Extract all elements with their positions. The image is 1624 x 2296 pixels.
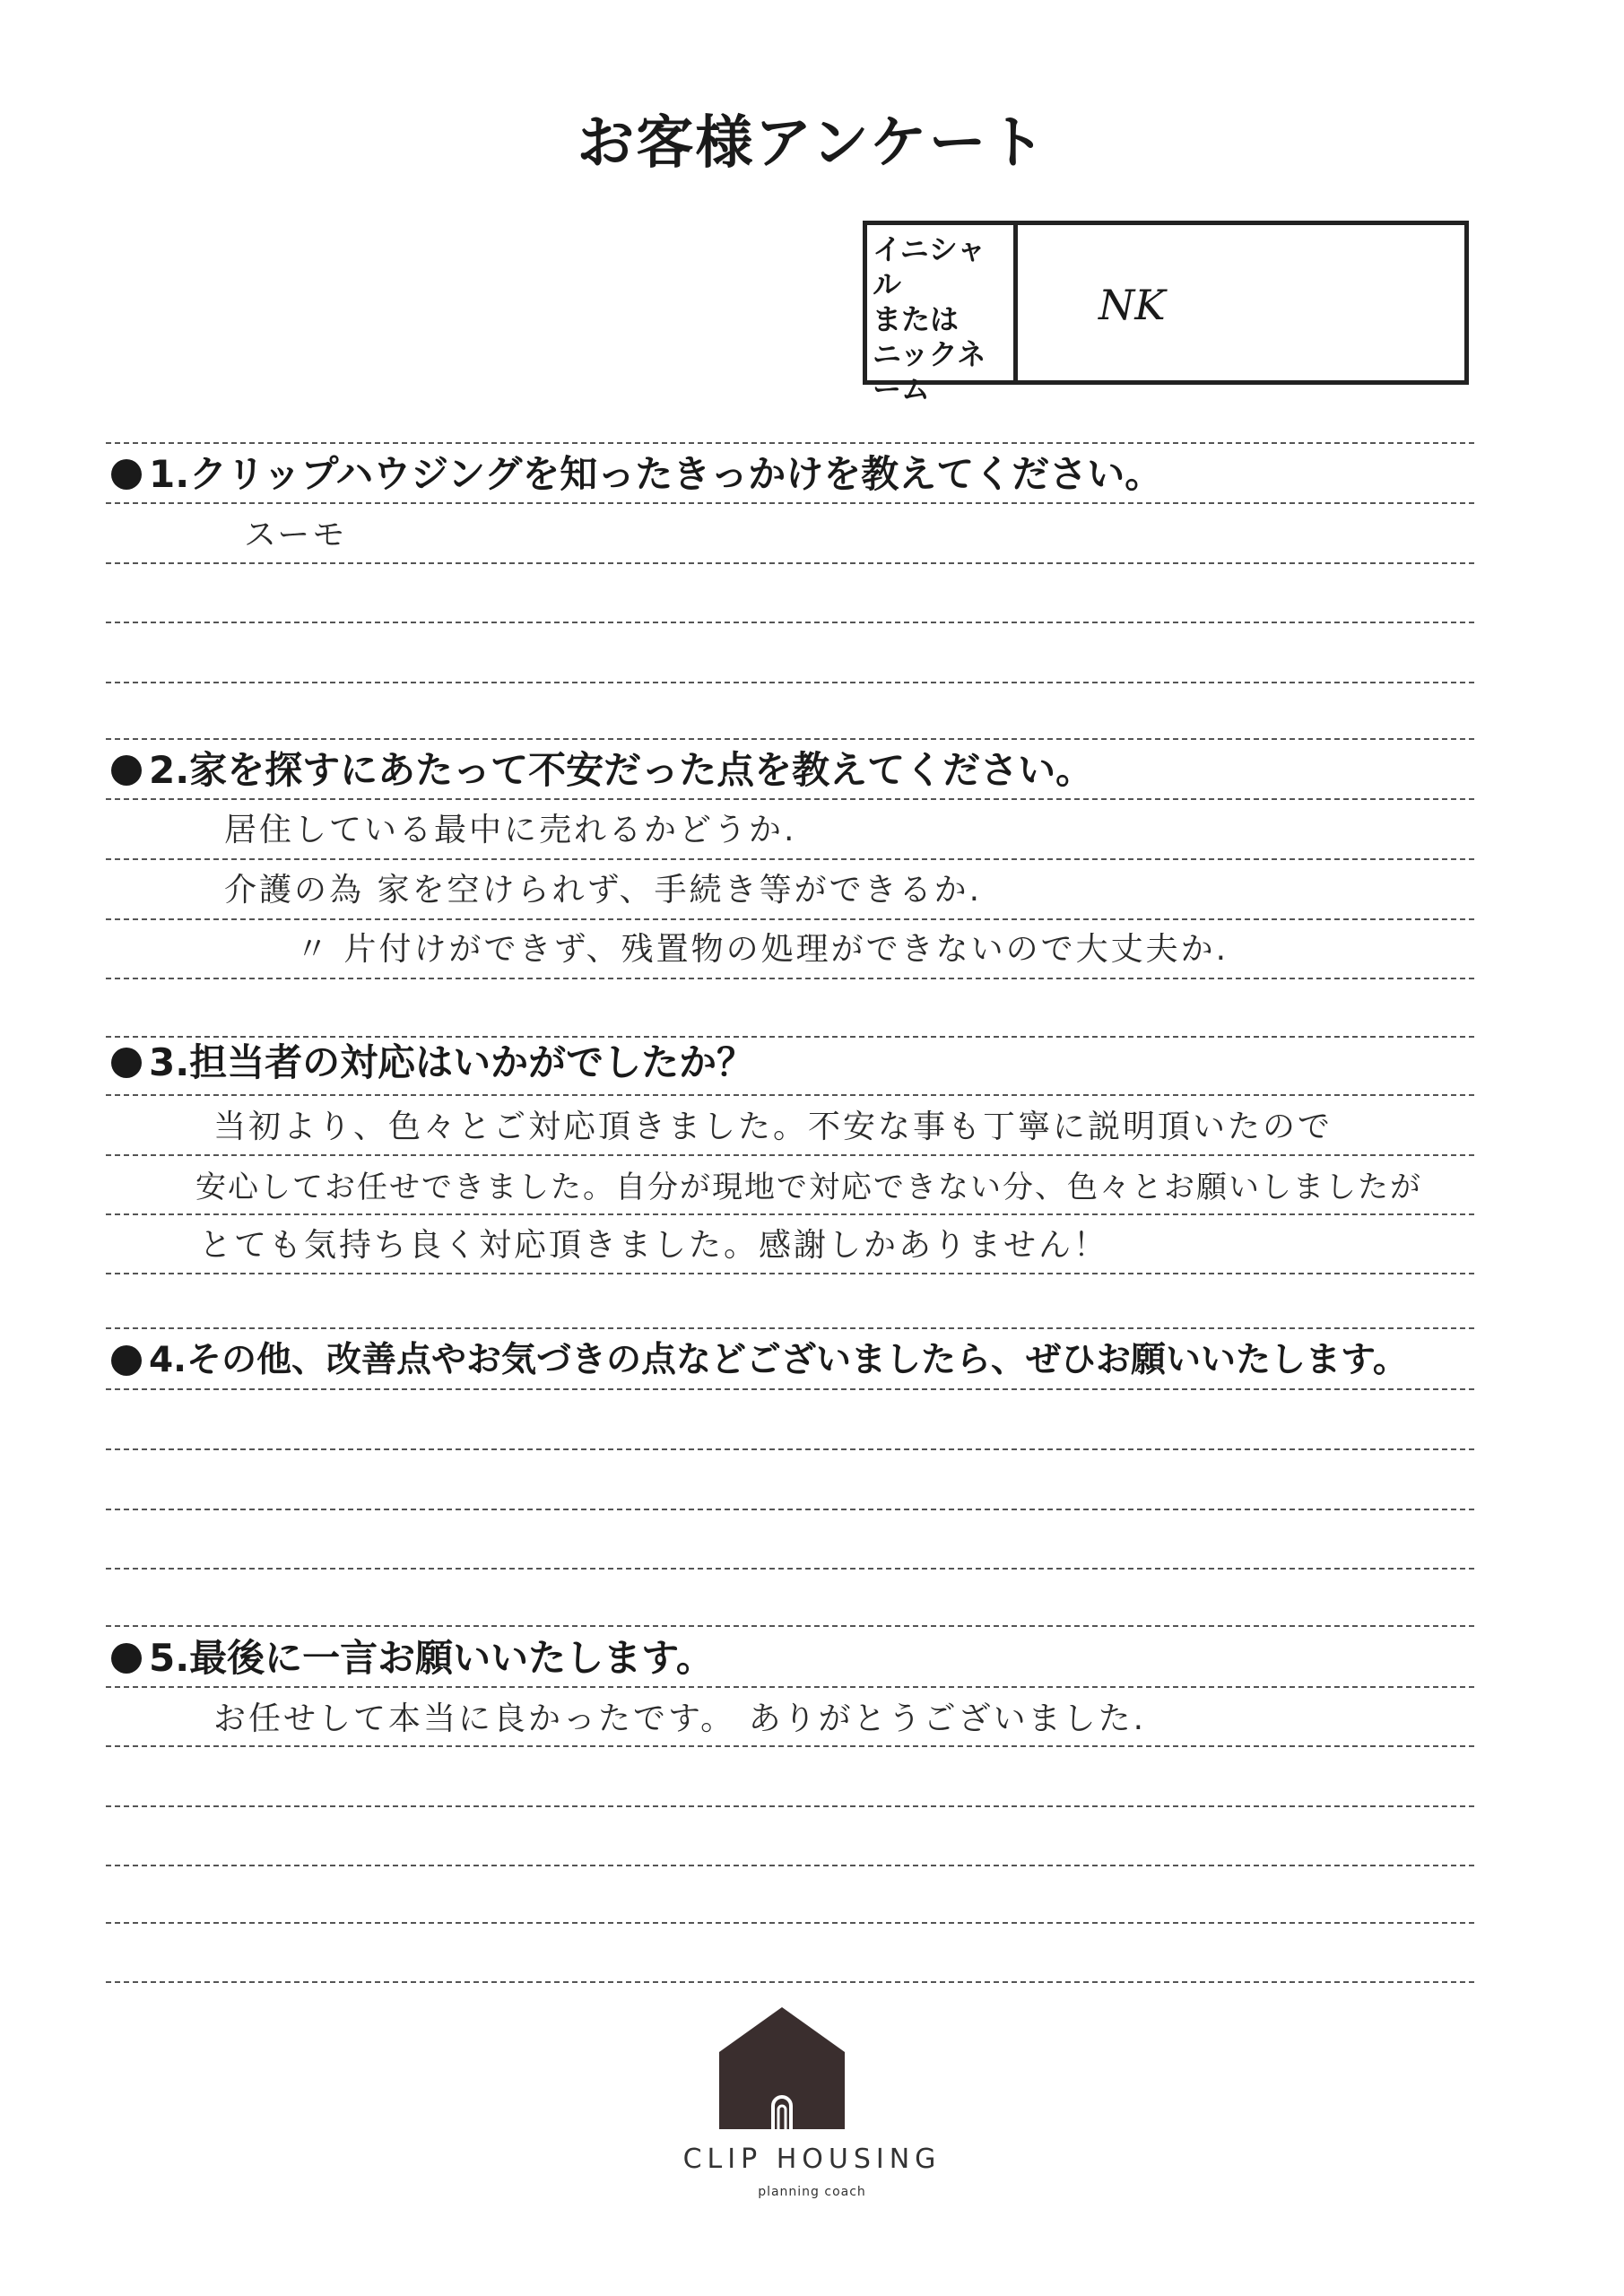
- rule-line: [106, 1273, 1474, 1274]
- question-4: [111, 1336, 1408, 1385]
- rule-line: [106, 502, 1474, 504]
- rule-line: [106, 1568, 1474, 1570]
- question-1-label: 1.クリップハウジングを知ったきっかけを教えてください。: [149, 452, 1163, 496]
- question-2: [111, 746, 1093, 795]
- rule-line: [106, 1094, 1474, 1096]
- rule-line: [106, 1213, 1474, 1215]
- rule-line: [106, 1388, 1474, 1390]
- question-4-label: 4.その他、改善点やお気づきの点などございましたら、ぜひお願いいたします。: [149, 1340, 1408, 1380]
- bullet-icon: [111, 1345, 142, 1376]
- question-5-label: 5.最後に一言お願いいたします。: [149, 1636, 714, 1680]
- bullet-icon: [111, 755, 142, 786]
- name-label-text: イニシャル または ニックネーム: [873, 232, 986, 406]
- rule-line: [106, 1154, 1474, 1156]
- rule-line: [106, 1036, 1474, 1038]
- rule-line: [106, 1981, 1474, 1983]
- rule-line: [106, 1509, 1474, 1510]
- answer-3-line-2: 安心してお任せできました。自分が現地で対応できない分、色々とお願いしましたが: [195, 1170, 1422, 1205]
- question-1: [111, 450, 1162, 499]
- rule-line: [106, 1922, 1474, 1924]
- rule-line: [106, 1625, 1474, 1627]
- answer-1-line-1: スーモ: [244, 517, 348, 553]
- bullet-icon: [111, 1048, 142, 1078]
- answer-5-line-1: お任せして本当に良かったです。 ありがとうございました.: [213, 1700, 1147, 1737]
- rule-line: [106, 1327, 1474, 1329]
- name-label: [867, 225, 1018, 406]
- logo-name: CLIP HOUSING: [682, 2144, 942, 2175]
- question-3: [111, 1039, 754, 1087]
- answer-2-line-2: 介護の為 家を空けられず、手続き等ができるか.: [224, 872, 983, 909]
- bullet-icon: [111, 459, 142, 490]
- rule-line: [106, 918, 1474, 920]
- rule-line: [106, 622, 1474, 623]
- rule-line: [106, 858, 1474, 860]
- name-value-field[interactable]: [1018, 225, 1464, 380]
- answer-2-line-3: 〃 片付けができず、残置物の処理ができないので大丈夫か.: [296, 931, 1229, 968]
- answer-3-line-3: とても気持ち良く対応頂きました。感謝しかありません！: [199, 1227, 1109, 1264]
- rule-line: [106, 738, 1474, 740]
- question-5: [111, 1634, 714, 1683]
- house-icon: [719, 2007, 845, 2129]
- rule-line: [106, 1745, 1474, 1747]
- rule-line: [106, 1805, 1474, 1807]
- answer-2-line-1: 居住している最中に売れるかどうか.: [224, 812, 797, 848]
- question-2-label: 2.家を探すにあたって不安だった点を教えてください。: [149, 748, 1094, 792]
- name-box: [863, 221, 1469, 406]
- answer-3-line-1: 当初より、色々とご対応頂きました。不安な事も丁寧に説明頂いたので: [213, 1109, 1333, 1145]
- name-value: NK: [1099, 281, 1166, 329]
- rule-line: [106, 1686, 1474, 1688]
- rule-line: [106, 1865, 1474, 1866]
- rule-line: [106, 798, 1474, 800]
- bullet-icon: [111, 1643, 142, 1674]
- rule-line: [106, 1448, 1474, 1450]
- page-title: お客様アンケート: [577, 110, 1047, 177]
- rule-line: [106, 978, 1474, 979]
- logo-tagline: planning coach: [758, 2185, 866, 2199]
- question-3-label: 3.担当者の対応はいかがでしたか？: [149, 1040, 755, 1084]
- rule-line: [106, 562, 1474, 564]
- rule-line: [106, 682, 1474, 683]
- rule-line: [106, 442, 1474, 444]
